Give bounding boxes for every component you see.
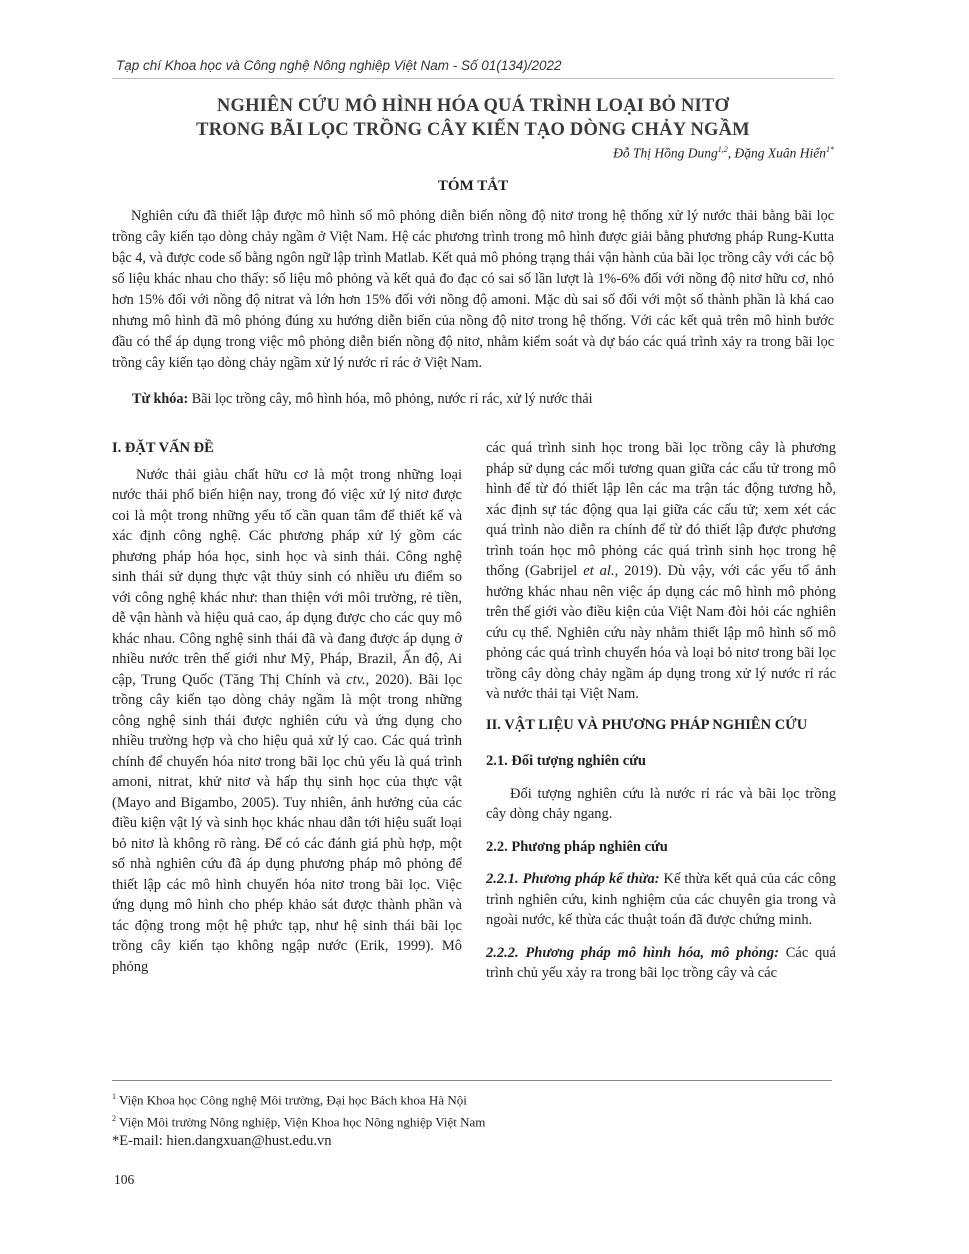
paragraph-text: Nước thải giàu chất hữu cơ là một trong những loại nước thải phổ biến hiện nay, trong đó việc xử lý nitơ được coi là một trong những yếu tố cần quan tâm để thiết kế và xác định công nghệ. Các phương pháp xử lý gồm các phương pháp hóa học, sinh học và sinh thái. Công nghệ sinh thái sử dụng thực vật thủy sinh có nhiều ưu điểm so với công nghệ khác như: than thiện với môi trường, rẻ tiền, dễ vận hành và hiệu quả cao, áp dụng được cho các quy mô khác nhau. Công nghệ sinh thái đã và đang được áp dụng ở nhiều nước trên thế giới như Mỹ, Pháp, Brazil, Ấn độ, Ai cập, Trung Quốc (Tăng Thị Chính và — [112, 466, 462, 688]
paragraph-text: , 2020). Bãi lọc trồng cây kiến tạo dòng chảy ngầm là một trong những công nghệ sinh thái được nghiên cứu và ứng dụng cho nhiều trường hợp và cho hiệu quả xử lý cao. Các quá trình chính để chuyển hóa nitơ trong bãi lọc chủ yếu là quá trình amoni, nitrat, khử nitơ và hấp thụ sinh học của thực vật (Mayo and Bigambo, 2005). Tuy nhiên, ảnh hưởng của các điều kiện vật lý và sinh học khác nhau dẫn tới hiệu suất loại bỏ nitơ là không rõ ràng. Để có các đánh giá phù hợp, một số nhà nghiên cứu đã áp dụng phương pháp mô phỏng để thiết lập các mô hình chuyển hóa nitơ trong bãi lọc. Việc ứng dụng mô hình cho phép khảo sát được thành phần và tác động trong một hệ phức tạp, như hệ sinh thái bãi lọc trồng cây kiến tạo không ngập nước (Erik, 1999). Mô phỏng — [112, 671, 463, 975]
abstract-text: Nghiên cứu đã thiết lập được mô hình số mô phỏng diễn biến nồng độ nitơ trong hệ thống xử lý nước thải bằng bãi lọc trồng cây kiến tạo dòng chảy ngầm ở Việt Nam. Hệ các phương trình trong mô hình được giải bằng phương pháp Rung-Kutta bậc 4, và được code số bằng ngôn ngữ lập trình Matlab. Kết quả mô phỏng trạng thái vận hành của bãi lọc trồng cây với các bộ số liệu khác nhau cho thấy: số liệu mô phỏng và kết quả đo đạc có sai số lần lượt là 1%-6% đối với nồng độ nitơ hữu cơ, nhỏ hơn 15% đối với nồng độ nitrat và lớn hơn 15% đối với nồng độ amoni. Mặc dù sai số đối với một số thành phần là khá cao nhưng mô hình đã mô phỏng đúng xu hướng diễn biến của nồng độ nitơ trong hệ thống. Với các kết quả trên mô hình bước đầu có thể áp dụng trong việc mô phỏng diễn biến nồng độ nitơ, nhằm kiểm soát và dự báo các quá trình xảy ra trong bãi lọc trồng cây kiến tạo dòng chảy ngầm xử lý nước rỉ rác ở Việt Nam. — [112, 208, 834, 371]
section-2-2-heading: 2.2. Phương pháp nghiên cứu — [486, 838, 668, 855]
keywords-label: Từ khóa: — [132, 391, 189, 407]
section-2-2-1-label: 2.2.1. Phương pháp kế thừa: — [486, 871, 660, 887]
keywords-list: Bãi lọc trồng cây, mô hình hóa, mô phỏng, nước rỉ rác, xử lý nước thải — [188, 391, 593, 407]
section-2-2-1-text: Kế thừa kết quả của các công trình nghiên cứu, kinh nghiệm của các chuyên gia trong và ngoài nước, kế thừa các thuật toán đã được chứng minh. — [486, 871, 836, 928]
header-divider — [112, 78, 834, 79]
section-1-paragraph-1 — [112, 465, 462, 978]
left-column — [112, 438, 462, 977]
section-2-2-2 — [486, 943, 836, 984]
footnote-2-text: Viện Môi trường Nông nghiệp, Viện Khoa học Nông nghiệp Việt Nam — [116, 1114, 486, 1130]
author-line — [613, 145, 834, 162]
author-2-affiliation: 1* — [826, 145, 834, 154]
footnote-1 — [112, 1087, 485, 1109]
journal-header: Tạp chí Khoa học và Công nghệ Nông nghiệp Việt Nam - Số 01(134)/2022 — [116, 58, 562, 73]
section-1-paragraph-2 — [486, 438, 836, 705]
title-line-2: TRONG BÃI LỌC TRỒNG CÂY KIẾN TẠO DÒNG CHẢY NGẦM — [196, 120, 750, 140]
author-2: Đặng Xuân Hiển — [734, 145, 826, 161]
footnote-1-marker: 1 — [112, 1092, 116, 1101]
citation-et-al: et al. — [583, 563, 615, 579]
footnote-2-marker: 2 — [112, 1114, 116, 1124]
footnotes — [112, 1087, 485, 1151]
section-2-2-2-label: 2.2.2. Phương pháp mô hình hóa, mô phỏng: — [486, 944, 779, 961]
footnote-2 — [112, 1109, 485, 1131]
title-line-1: NGHIÊN CỨU MÔ HÌNH HÓA QUÁ TRÌNH LOẠI BỎ NITƠ — [216, 96, 730, 116]
footnote-1-text: Viện Khoa học Công nghệ Môi trường, Đại học Bách khoa Hà Nội — [116, 1092, 467, 1108]
right-column — [486, 438, 836, 984]
citation-ctv: ctv. — [346, 671, 366, 688]
section-2-heading: II. VẬT LIỆU VÀ PHƯƠNG PHÁP NGHIÊN CỨU — [486, 716, 808, 733]
footnote-divider — [112, 1080, 832, 1081]
keywords — [112, 389, 834, 410]
section-2-1-heading: 2.1. Đối tượng nghiên cứu — [486, 753, 646, 769]
abstract-heading: TÓM TẮT — [437, 178, 509, 194]
paragraph-text: , 2019). Dù vậy, với các yếu tố ảnh hưởng khác nhau nên việc áp dụng các mô hình mô phỏng trên thế giới vào điều kiện của Việt Nam đòi hỏi các nghiên cứu cụ thể. Nghiên cứu này nhằm thiết lập mô hình số mô phỏng các quá trình chuyển hóa và loại bỏ nitơ trong bãi lọc trồng cây dòng chảy ngầm áp dụng trong xử lý nước rỉ rác và nước thải tại Việt Nam. — [486, 563, 836, 702]
corresponding-email: *E-mail: hien.dangxuan@hust.edu.vn — [112, 1132, 332, 1149]
section-1-heading: I. ĐẶT VẤN ĐỀ — [112, 440, 214, 456]
author-separator: , — [727, 145, 735, 161]
paragraph-text: các quá trình sinh học trong bãi lọc trồng cây là phương pháp sử dụng các mối tương quan giữa các cấu tử trong mô hình để từ đó thiết lập lên các ma trận tác động tương hỗ, xác định sự tác động qua lại giữa các cấu tử; xem xét các quá trình nào diễn ra chính để từ đó thiết lập được phương trình toán học mô phỏng các quá trình sinh học trong hệ thống (Gabrijel — [486, 440, 836, 579]
abstract — [112, 206, 834, 374]
section-2-2-1 — [486, 869, 836, 931]
page-number: 106 — [114, 1172, 135, 1187]
paper-title — [112, 94, 834, 142]
section-2-1-text: Đối tượng nghiên cứu là nước rỉ rác và bãi lọc trồng cây dòng chảy ngang. — [486, 785, 836, 822]
section-2-2-2-text: Các quá trình chủ yếu xảy ra trong bãi lọc trồng cây và các — [486, 944, 836, 981]
author-1-affiliation: 1,2 — [717, 145, 728, 154]
author-1: Đỗ Thị Hồng Dung — [613, 145, 718, 161]
